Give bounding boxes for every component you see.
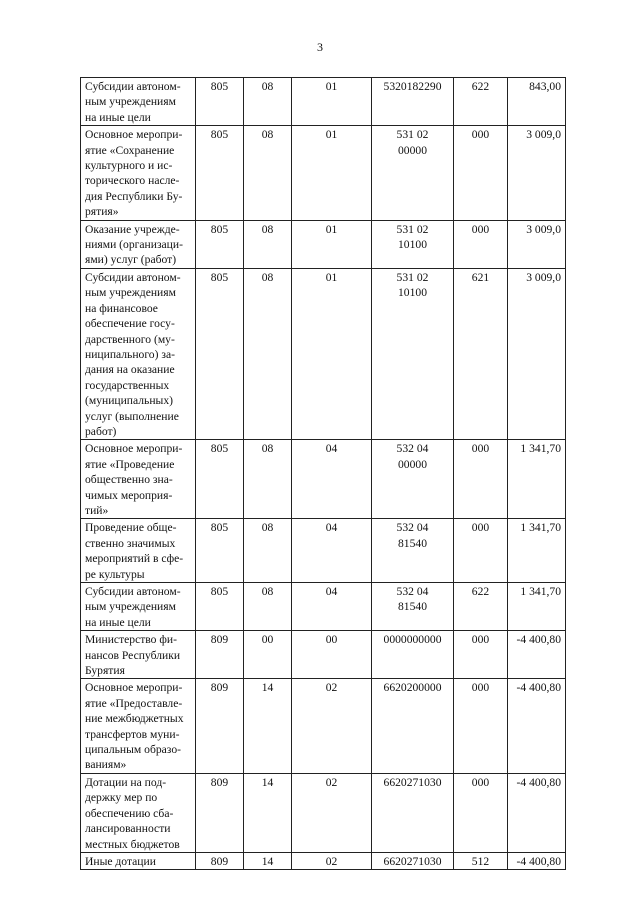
expense-type-cell: 621 [454, 268, 508, 439]
subsection-cell: 04 [292, 440, 372, 519]
section-cell: 08 [244, 126, 292, 220]
amount-cell: 1 341,70 [508, 583, 566, 631]
row-name-line: ниципального) за- [85, 347, 175, 361]
target-code-cell [372, 773, 454, 852]
row-name-line: Проведение обще- [85, 521, 177, 535]
row-name-line: Субсидии автоном- [85, 585, 181, 598]
grbs-cell: 809 [196, 773, 244, 852]
grbs-cell: 805 [196, 78, 244, 126]
expense-type-cell: 000 [454, 519, 508, 583]
row-name-line: государственных [85, 378, 170, 392]
row-name-line: Основное меропри- [85, 681, 183, 695]
row-name-line: ятие «Сохранение [85, 143, 175, 157]
row-name-line: торического насле- [85, 174, 180, 188]
subsection-cell: 01 [292, 126, 372, 220]
row-name-cell [81, 519, 196, 583]
section-cell: 08 [244, 220, 292, 268]
row-name-line: ниями (организаци- [85, 238, 183, 252]
subsection-cell: 04 [292, 519, 372, 583]
table-row [81, 852, 566, 869]
target-code-cell [372, 440, 454, 519]
row-name-line: нансов Республики [85, 648, 181, 662]
row-name-line: работ) [85, 424, 117, 438]
target-code-line: 5320182290 [383, 80, 442, 93]
target-code-line: 6620200000 [383, 681, 442, 695]
page-number: 3 [317, 40, 323, 54]
grbs-cell: 809 [196, 679, 244, 773]
target-code-line: 10100 [398, 238, 427, 252]
row-name-line: на финансовое [85, 301, 158, 315]
amount-cell: 3 009,0 [508, 220, 566, 268]
row-name-cell [81, 268, 196, 439]
target-code-line: 10100 [398, 286, 427, 300]
section-cell: 08 [244, 78, 292, 126]
row-name-line: Дотации на под- [85, 775, 167, 789]
subsection-cell: 02 [292, 773, 372, 852]
row-name-line: ваниям» [85, 758, 127, 772]
row-name-line: держку мер по [85, 791, 158, 805]
row-name-line: обеспечению сба- [85, 806, 174, 820]
row-name-cell [81, 440, 196, 519]
row-name-line: дия Республики Бу- [85, 189, 183, 203]
subsection-cell: 01 [292, 268, 372, 439]
row-name-line: ние межбюджетных [85, 712, 184, 726]
subsection-cell: 04 [292, 583, 372, 631]
expense-type-cell: 000 [454, 440, 508, 519]
amount-cell: 3 009,0 [508, 126, 566, 220]
row-name-line: общественно зна- [85, 473, 173, 487]
row-name-line: ным учреждениям [85, 600, 176, 614]
table-row [81, 440, 566, 519]
row-name-cell [81, 852, 196, 869]
row-name-line: лансированности [85, 822, 171, 836]
target-code-line: 532 04 [396, 521, 429, 535]
row-name-line: местных бюджетов [85, 837, 180, 851]
row-name-line: Основное меропри- [85, 128, 183, 142]
expense-type-cell: 000 [454, 220, 508, 268]
row-name-line: ями) услуг (работ) [85, 253, 177, 267]
expense-type-cell: 000 [454, 679, 508, 773]
amount-cell: -4 400,80 [508, 679, 566, 773]
row-name-cell [81, 679, 196, 773]
grbs-cell: 805 [196, 220, 244, 268]
target-code-line: 81540 [398, 536, 427, 550]
subsection-cell: 00 [292, 631, 372, 679]
grbs-cell: 809 [196, 852, 244, 869]
subsection-cell: 01 [292, 78, 372, 126]
target-code-line: 531 02 [396, 128, 429, 142]
row-name-line: услуг (выполнение [85, 409, 179, 423]
row-name-line: мероприятий в сфе- [85, 552, 184, 566]
grbs-cell: 805 [196, 519, 244, 583]
row-name-line: Бурятия [85, 664, 125, 678]
budget-table [80, 77, 566, 870]
section-cell: 08 [244, 519, 292, 583]
row-name-line: Основное меропри- [85, 442, 183, 456]
row-name-line: чимых мероприя- [85, 488, 173, 502]
target-code-line: 00000 [398, 457, 427, 471]
table-row [81, 583, 566, 631]
row-name-line: Субсидии автоном- [85, 80, 181, 93]
grbs-cell: 805 [196, 268, 244, 439]
row-name-line: Субсидии автоном- [85, 270, 181, 284]
target-code-line: 6620271030 [383, 775, 442, 789]
table-row [81, 78, 566, 126]
amount-cell: 843,00 [508, 78, 566, 126]
row-name-line: (муниципальных) [85, 394, 173, 408]
row-name-line: ственно значимых [85, 536, 176, 550]
target-code-line: 532 04 [396, 585, 429, 598]
table-row [81, 631, 566, 679]
section-cell: 08 [244, 440, 292, 519]
section-cell: 08 [244, 268, 292, 439]
grbs-cell: 809 [196, 631, 244, 679]
row-name-line: на иные цели [85, 110, 151, 124]
subsection-cell: 02 [292, 852, 372, 869]
target-code-cell [372, 519, 454, 583]
table-row [81, 126, 566, 220]
table-row [81, 220, 566, 268]
target-code-line: 531 02 [396, 222, 429, 236]
target-code-cell [372, 631, 454, 679]
row-name-cell [81, 631, 196, 679]
row-name-line: рятия» [85, 205, 119, 219]
target-code-line: 532 04 [396, 442, 429, 456]
row-name-line: дания на оказание [85, 363, 175, 377]
section-cell: 14 [244, 852, 292, 869]
table-row [81, 268, 566, 439]
target-code-line: 531 02 [396, 270, 429, 284]
target-code-cell [372, 126, 454, 220]
target-code-cell [372, 220, 454, 268]
section-cell: 00 [244, 631, 292, 679]
amount-cell: -4 400,80 [508, 631, 566, 679]
target-code-line: 81540 [398, 600, 427, 614]
table-row [81, 679, 566, 773]
table-row [81, 519, 566, 583]
amount-cell: 3 009,0 [508, 268, 566, 439]
row-name-line: ре культуры [85, 567, 145, 581]
target-code-line: 6620271030 [383, 854, 442, 868]
amount-cell: 1 341,70 [508, 440, 566, 519]
row-name-line: Министерство фи- [85, 633, 177, 647]
target-code-line: 00000 [398, 143, 427, 157]
subsection-cell: 02 [292, 679, 372, 773]
amount-cell: 1 341,70 [508, 519, 566, 583]
row-name-line: на иные цели [85, 615, 151, 629]
target-code-cell [372, 679, 454, 773]
row-name-line: трансфертов муни- [85, 727, 180, 741]
amount-cell: -4 400,80 [508, 773, 566, 852]
grbs-cell: 805 [196, 440, 244, 519]
row-name-line: Иные дотации [85, 854, 156, 868]
row-name-cell [81, 78, 196, 126]
row-name-line: культурного и ис- [85, 159, 173, 173]
row-name-line: тий» [85, 503, 109, 517]
expense-type-cell: 000 [454, 126, 508, 220]
expense-type-cell: 622 [454, 583, 508, 631]
target-code-cell [372, 78, 454, 126]
row-name-cell [81, 773, 196, 852]
row-name-line: ным учреждениям [85, 95, 176, 109]
amount-cell: -4 400,80 [508, 852, 566, 869]
row-name-line: Оказание учрежде- [85, 222, 180, 236]
row-name-line: ципальным образо- [85, 743, 181, 757]
section-cell: 08 [244, 583, 292, 631]
grbs-cell: 805 [196, 583, 244, 631]
row-name-cell [81, 583, 196, 631]
row-name-line: ятие «Предоставле- [85, 696, 183, 710]
target-code-line: 0000000000 [383, 633, 442, 647]
expense-type-cell: 000 [454, 631, 508, 679]
expense-type-cell: 000 [454, 773, 508, 852]
row-name-cell [81, 126, 196, 220]
row-name-line: ятие «Проведение [85, 457, 175, 471]
row-name-line: обеспечение госу- [85, 317, 175, 331]
subsection-cell: 01 [292, 220, 372, 268]
row-name-cell [81, 220, 196, 268]
row-name-line: ным учреждениям [85, 286, 176, 300]
target-code-cell [372, 268, 454, 439]
section-cell: 14 [244, 773, 292, 852]
expense-type-cell: 512 [454, 852, 508, 869]
expense-type-cell: 622 [454, 78, 508, 126]
target-code-cell [372, 583, 454, 631]
table-body [81, 78, 566, 870]
section-cell: 14 [244, 679, 292, 773]
grbs-cell: 805 [196, 126, 244, 220]
target-code-cell [372, 852, 454, 869]
row-name-line: дарственного (му- [85, 332, 175, 346]
table-row [81, 773, 566, 852]
